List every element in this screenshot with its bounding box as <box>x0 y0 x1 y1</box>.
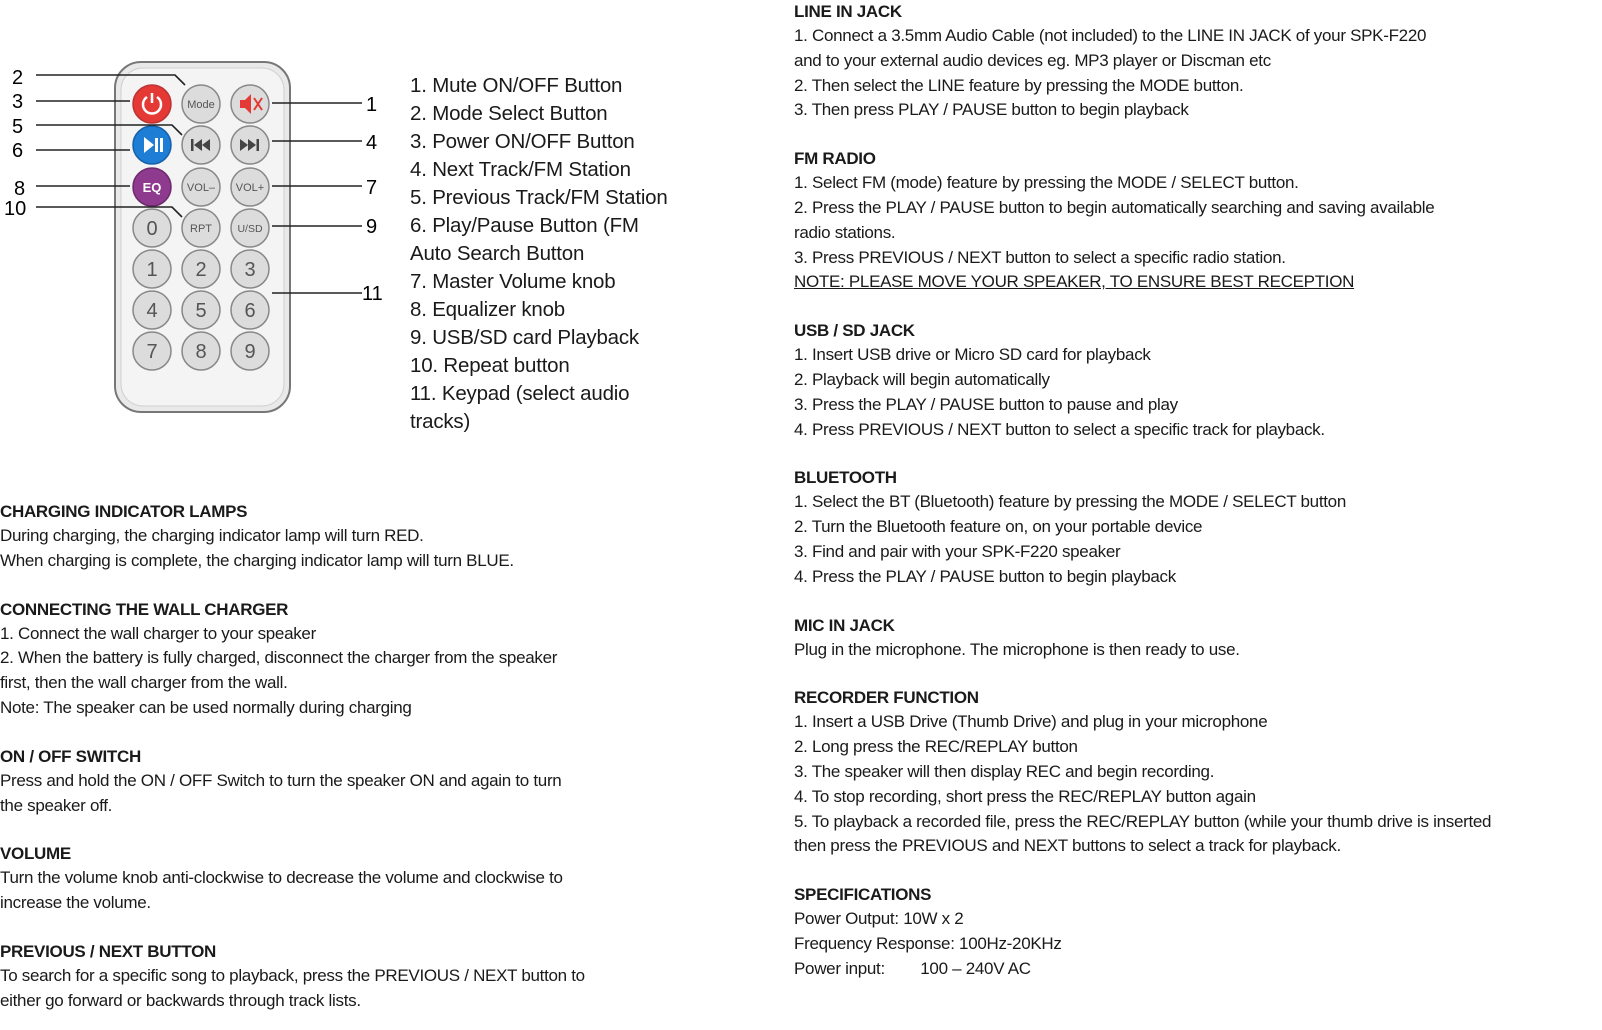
key-0-label: 0 <box>146 218 158 240</box>
legend-item: 3. Power ON/OFF Button <box>410 130 635 153</box>
callout-6: 6 <box>12 140 24 162</box>
spec-power-input: Power input: 100 – 240V AC <box>794 958 1031 978</box>
remote-legend <box>410 72 690 436</box>
previous-button <box>182 126 220 164</box>
rpt-button-label: RPT <box>190 223 212 235</box>
legend-item: 1. Mute ON/OFF Button <box>410 74 623 97</box>
section-recorder-function <box>794 686 1602 859</box>
section-line: first, then the wall charger from the wall. <box>0 673 288 693</box>
legend-item: 6. Play/Pause Button (FM <box>410 214 639 237</box>
section-line: Plug in the microphone. The microphone is then ready to use. <box>794 639 1240 659</box>
key-5-label: 5 <box>195 300 207 322</box>
callout-11: 11 <box>362 283 383 305</box>
left-instructions <box>0 500 585 1014</box>
section-line: 4. Press PREVIOUS / NEXT button to select a specific track for playback. <box>794 419 1325 439</box>
section-line: radio stations. <box>794 222 896 242</box>
legend-item: 11. Keypad (select audio <box>410 382 630 405</box>
rpt-button <box>182 209 220 247</box>
section-line: During charging, the charging indicator lamp will turn RED. <box>0 526 424 545</box>
section-line: 1. Insert a USB Drive (Thumb Drive) and plug in your microphone <box>794 712 1268 732</box>
section-line: 1. Connect a 3.5mm Audio Cable (not included) to the LINE IN JACK of your SPK-F220 <box>794 26 1427 45</box>
section-heading: BLUETOOTH <box>794 468 897 488</box>
left-column <box>0 0 700 1030</box>
section-mic-in-jack <box>794 614 1602 663</box>
callout-10: 10 <box>4 198 27 220</box>
section-heading: ON / OFF SWITCH <box>0 746 141 766</box>
section-volume <box>0 842 585 916</box>
key-4-label: 4 <box>146 300 158 322</box>
section-heading: CONNECTING THE WALL CHARGER <box>0 599 289 619</box>
section-line: 5. To playback a recorded file, press the REC/REPLAY button (while your thumb drive is inserted <box>794 811 1492 831</box>
key-9-button <box>231 332 269 370</box>
vol-minus-button <box>182 168 220 206</box>
callout-8: 8 <box>14 178 26 200</box>
legend-item: 8. Equalizer knob <box>410 298 566 321</box>
section-line: 4. Press the PLAY / PAUSE button to begin playback <box>794 566 1176 586</box>
callout-3: 3 <box>12 91 24 113</box>
legend-item: 2. Mode Select Button <box>410 102 608 125</box>
key-8-label: 8 <box>195 341 207 363</box>
section-line: 4. To stop recording, short press the REC/REPLAY button again <box>794 786 1256 806</box>
legend-item: 5. Previous Track/FM Station <box>410 186 668 209</box>
section-line: 2. Press the PLAY / PAUSE button to begin automatically searching and saving available <box>794 197 1435 217</box>
key-8-button <box>182 332 220 370</box>
power-button <box>133 85 171 123</box>
section-line: and to your external audio devices eg. MP3 player or Discman etc <box>794 50 1271 70</box>
callout-2: 2 <box>12 67 24 89</box>
section-bluetooth <box>794 466 1602 589</box>
key-6-button <box>231 291 269 329</box>
eq-button-label: EQ <box>142 180 162 195</box>
section-line: To search for a specific song to playback, press the PREVIOUS / NEXT button to <box>0 965 585 985</box>
key-2-button <box>182 250 220 288</box>
section-line: 1. Select the BT (Bluetooth) feature by pressing the MODE / SELECT button <box>794 492 1346 512</box>
section-line: 2. When the battery is fully charged, disconnect the charger from the speaker <box>0 648 558 668</box>
mode-button-label: Mode <box>187 99 215 111</box>
right-column <box>794 0 1602 982</box>
section-line: Turn the volume knob anti-clockwise to decrease the volume and clockwise to <box>0 868 563 888</box>
section-line: 3. Find and pair with your SPK-F220 speaker <box>794 541 1121 561</box>
section-usb-sd-jack <box>794 319 1602 442</box>
legend-item: 4. Next Track/FM Station <box>410 158 631 181</box>
callout-7: 7 <box>366 177 378 199</box>
key-3-label: 3 <box>244 259 256 281</box>
legend-item: tracks) <box>410 410 471 433</box>
key-4-button <box>133 291 171 329</box>
section-previous-next <box>0 940 585 1014</box>
section-wall-charger <box>0 598 585 721</box>
section-heading: CHARGING INDICATOR LAMPS <box>0 502 248 521</box>
key-7-button <box>133 332 171 370</box>
spec-power-output: Power Output: 10W x 2 <box>794 909 964 929</box>
legend-item: 7. Master Volume knob <box>410 270 616 293</box>
legend-item: Auto Search Button <box>410 242 585 265</box>
section-line: 2. Then select the LINE feature by pressing the MODE button. <box>794 75 1244 95</box>
section-line-in-jack <box>794 0 1602 123</box>
section-heading: USB / SD JACK <box>794 321 915 341</box>
usd-button <box>231 209 269 247</box>
section-heading: MIC IN JACK <box>794 615 895 635</box>
section-line: 2. Long press the REC/REPLAY button <box>794 737 1078 757</box>
vol-plus-label: VOL+ <box>235 182 265 194</box>
section-line: 2. Turn the Bluetooth feature on, on your portable device <box>794 517 1203 537</box>
section-line: Press and hold the ON / OFF Switch to turn the speaker ON and again to turn <box>0 770 562 790</box>
section-heading: LINE IN JACK <box>794 2 902 21</box>
callout-1: 1 <box>366 94 378 116</box>
remote-control-diagram <box>0 55 400 425</box>
mode-button <box>182 85 220 123</box>
key-6-label: 6 <box>244 300 256 322</box>
key-7-label: 7 <box>146 341 158 363</box>
section-line: 3. Press the PLAY / PAUSE button to pause and play <box>794 394 1178 414</box>
section-line: 1. Connect the wall charger to your speaker <box>0 623 316 643</box>
section-heading: PREVIOUS / NEXT BUTTON <box>0 941 217 961</box>
legend-item: 9. USB/SD card Playback <box>410 326 639 349</box>
section-line: then press the PREVIOUS and NEXT buttons to select a track for playback. <box>794 836 1341 856</box>
section-line: 3. Press PREVIOUS / NEXT button to select a specific radio station. <box>794 247 1286 267</box>
key-1-button <box>133 250 171 288</box>
vol-plus-button <box>231 168 269 206</box>
section-line: When charging is complete, the charging indicator lamp will turn BLUE. <box>0 550 514 570</box>
section-fm-radio <box>794 147 1602 295</box>
vol-minus-label: VOL– <box>186 182 216 194</box>
section-line: 2. Playback will begin automatically <box>794 369 1050 389</box>
section-line: 1. Insert USB drive or Micro SD card for playback <box>794 345 1151 365</box>
section-specifications <box>794 883 1602 981</box>
key-5-button <box>182 291 220 329</box>
play-pause-button <box>133 126 171 164</box>
key-3-button <box>231 250 269 288</box>
section-line: 3. Then press PLAY / PAUSE button to begin playback <box>794 100 1189 120</box>
section-heading: RECORDER FUNCTION <box>794 688 979 708</box>
callout-4: 4 <box>366 132 378 154</box>
usd-button-label: U/SD <box>237 223 263 235</box>
key-0-button <box>133 209 171 247</box>
section-on-off-switch <box>0 745 585 819</box>
key-9-label: 9 <box>244 341 256 363</box>
section-heading: VOLUME <box>0 844 71 864</box>
section-line: increase the volume. <box>0 893 151 913</box>
section-heading: FM RADIO <box>794 149 876 169</box>
section-line: Note: The speaker can be used normally during charging <box>0 697 412 717</box>
reception-note: NOTE: PLEASE MOVE YOUR SPEAKER, TO ENSURE BEST RECEPTION <box>794 272 1355 292</box>
spec-frequency-response: Frequency Response: 100Hz-20KHz <box>794 933 1062 953</box>
key-1-label: 1 <box>146 259 158 281</box>
eq-button <box>133 168 171 206</box>
callout-5: 5 <box>12 116 24 138</box>
mute-button <box>231 85 269 123</box>
legend-item: 10. Repeat button <box>410 354 570 377</box>
callout-9: 9 <box>366 216 378 238</box>
section-line: 3. The speaker will then display REC and begin recording. <box>794 761 1215 781</box>
section-line: either go forward or backwards through track lists. <box>0 990 361 1010</box>
key-2-label: 2 <box>195 259 207 281</box>
next-button <box>231 126 269 164</box>
section-line: the speaker off. <box>0 795 113 815</box>
section-line: 1. Select FM (mode) feature by pressing the MODE / SELECT button. <box>794 173 1299 193</box>
section-heading: SPECIFICATIONS <box>794 885 932 905</box>
section-charging-lamps <box>0 500 585 574</box>
